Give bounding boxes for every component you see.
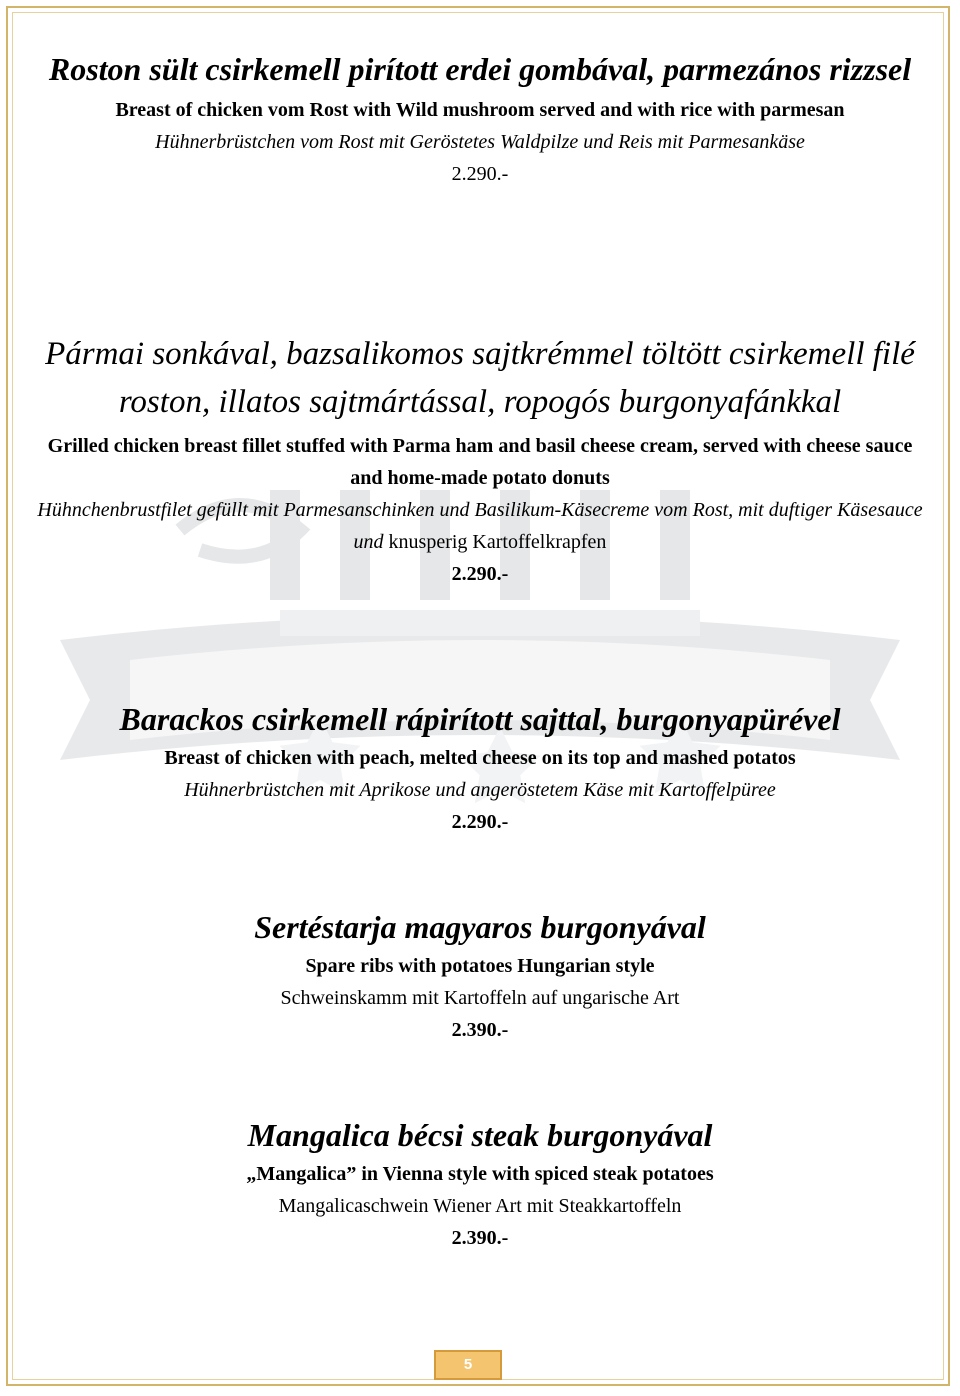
item-desc-en: Spare ribs with potatoes Hungarian style — [305, 955, 655, 977]
menu-item-1 — [30, 46, 930, 190]
item-desc-de: Hühnerbrüstchen vom Rost mit Geröstetes Waldpilze und Reis mit Parmesankäse — [155, 131, 805, 153]
item-price: 2.290.- — [451, 811, 509, 833]
item-price: 2.390.- — [451, 1019, 509, 1041]
menu-item-3 — [30, 696, 930, 838]
item-desc-en: „Mangalica” in Vienna style with spiced steak potatoes — [246, 1163, 714, 1185]
item-desc-de — [30, 494, 930, 558]
item-title-hu: Sertéstarja magyaros burgonyával — [254, 909, 706, 945]
item-desc-de: Hühnerbrüstchen mit Aprikose und angeröstetem Käse mit Kartoffelpüree — [184, 779, 776, 801]
menu-item-4 — [30, 904, 930, 1046]
item-title-hu: Mangalica bécsi steak burgonyával — [247, 1117, 713, 1153]
item-desc-de-plain: knusperig Kartoffelkrapfen — [383, 531, 607, 553]
item-desc-de-italic: Hühnchenbrustfilet gefüllt mit Parmesanschinken und Basilikum-Käsecreme vom Rost, mit duftiger Käsesauce und — [37, 499, 923, 553]
item-title-hu: Pármai sonkával, bazsalikomos sajtkrémmel töltött csirkemell filé roston, illatos sajtmártással, ropogós burgonyafánkkal — [45, 336, 915, 420]
item-title-hu: Barackos csirkemell rápirított sajttal, burgonyapürével — [119, 701, 841, 737]
item-desc-en: Grilled chicken breast fillet stuffed with Parma ham and basil cheese cream, served with cheese sauce and home-made potato donuts — [47, 435, 913, 489]
menu-item-2 — [30, 330, 930, 590]
page-number-badge: 5 — [434, 1350, 502, 1380]
item-price: 2.290.- — [451, 563, 509, 585]
item-desc-de: Schweinskamm mit Kartoffeln auf ungarische Art — [280, 987, 680, 1009]
item-price: 2.290.- — [451, 163, 509, 185]
item-desc-en: Breast of chicken with peach, melted cheese on its top and mashed potatos — [164, 747, 796, 769]
item-price: 2.390.- — [451, 1227, 509, 1249]
item-desc-de: Mangalicaschwein Wiener Art mit Steakkartoffeln — [278, 1195, 682, 1217]
item-desc-en: Breast of chicken vom Rost with Wild mushroom served and with rice with parmesan — [115, 99, 845, 121]
menu-item-5 — [30, 1112, 930, 1254]
item-title-hu: Roston sült csirkemell pirított erdei gombával, parmezános rizzsel — [48, 51, 912, 87]
